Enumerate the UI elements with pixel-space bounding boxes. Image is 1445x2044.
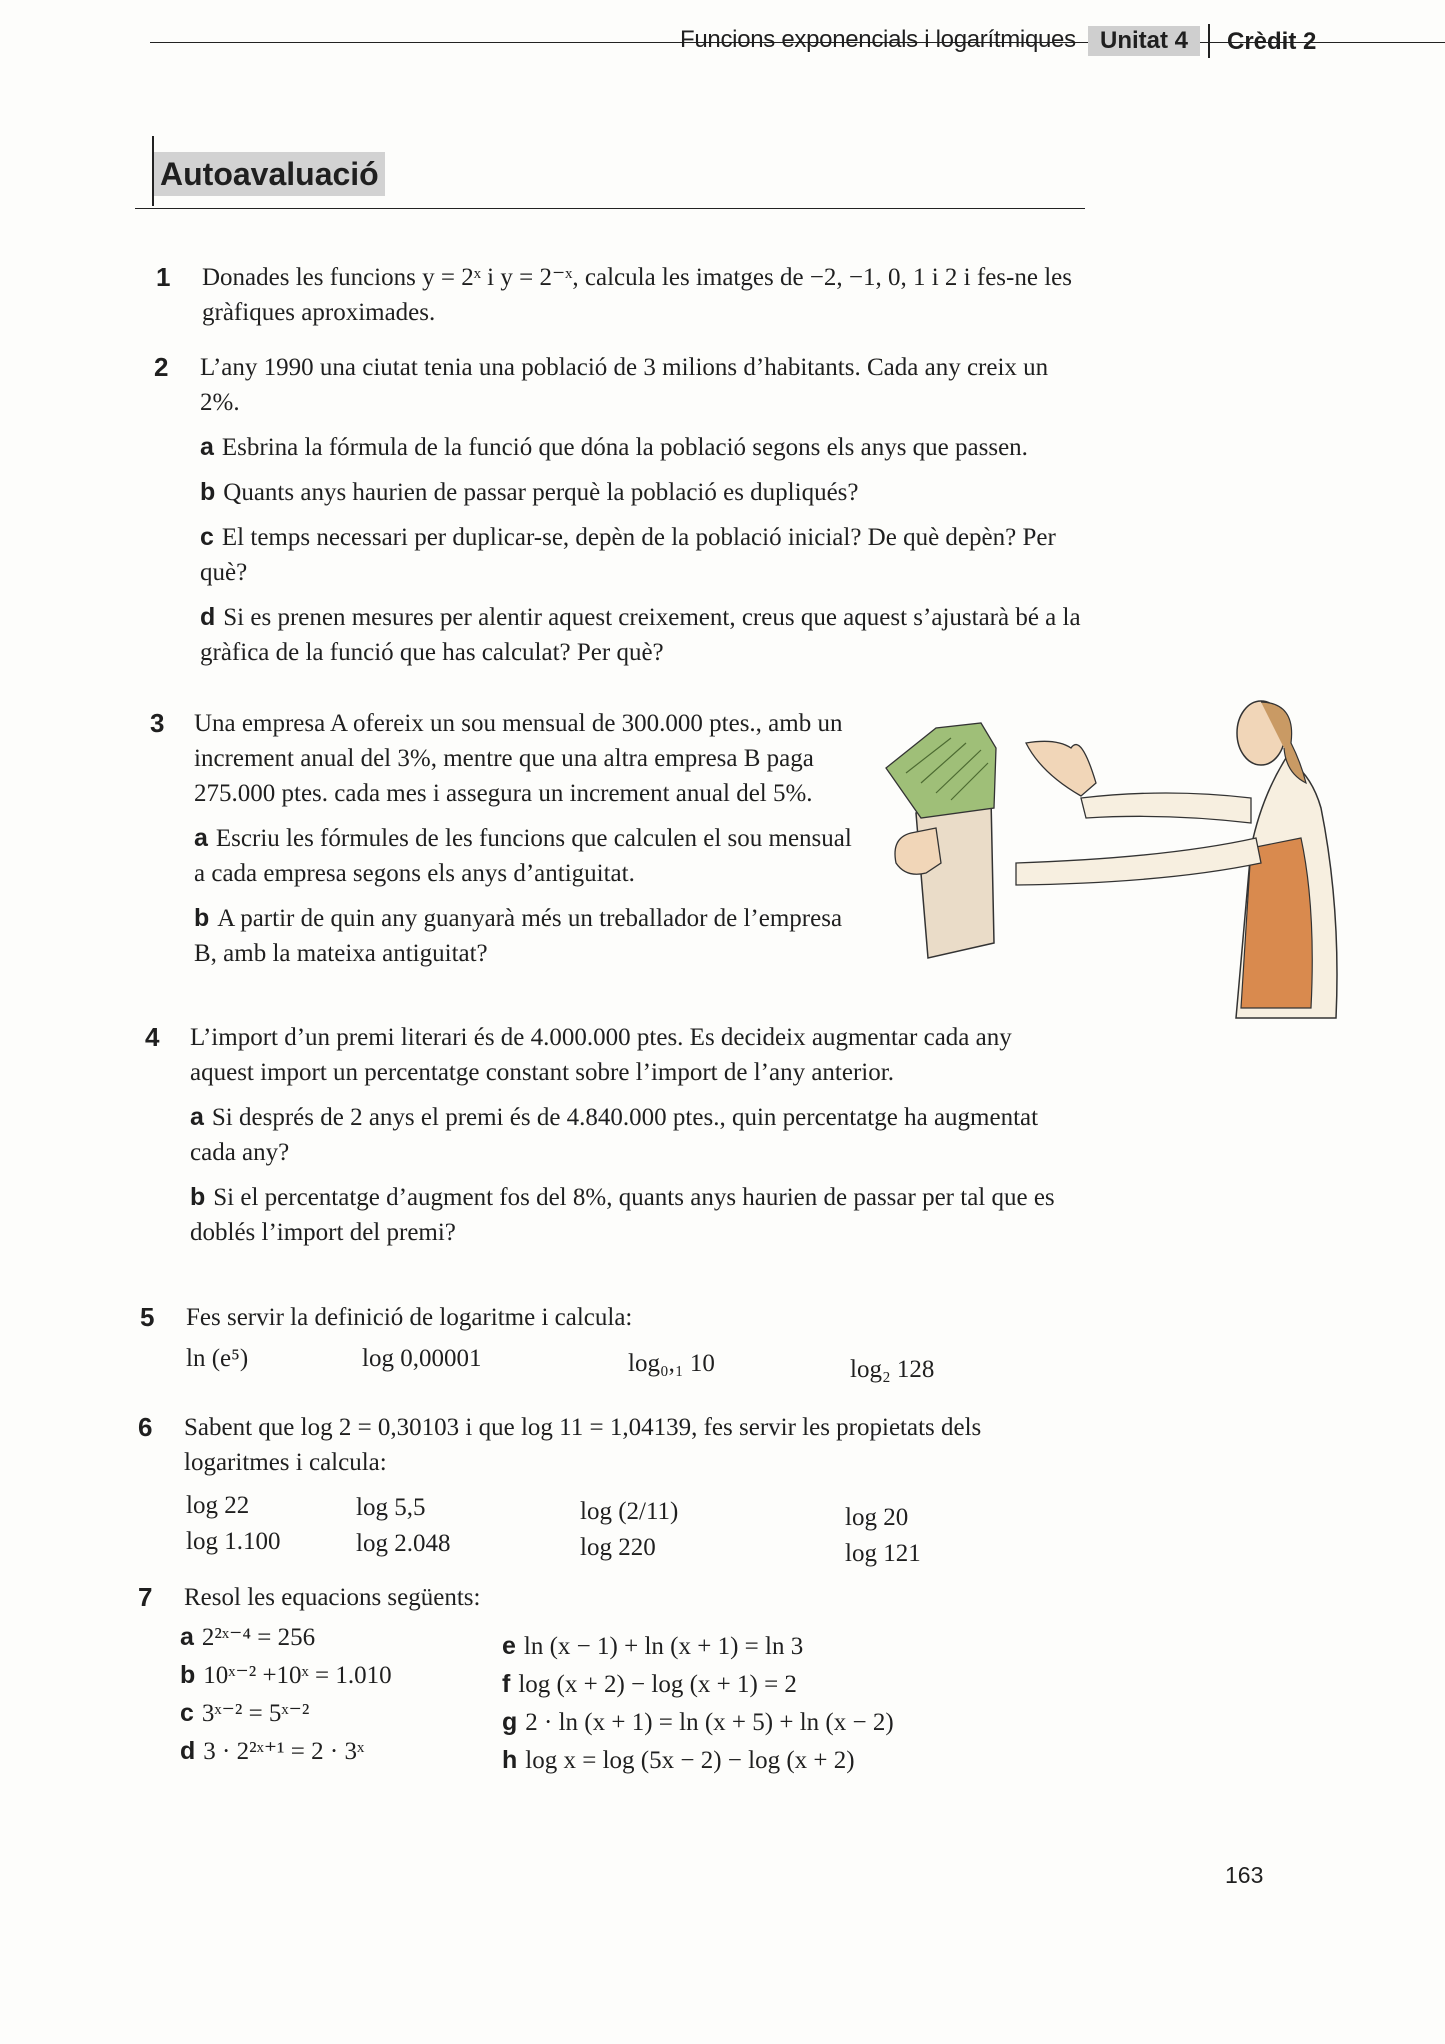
- exercise-4-text: L’import d’un premi literari és de 4.000.000 ptes. Es decideix augmentar cada any aquest import un percentatge constant sobre l’import de l’any anterior.: [190, 1024, 1012, 1086]
- person-arm-upper: [1081, 793, 1251, 823]
- exercise-6-item-1: log 22: [186, 1492, 250, 1519]
- exercise-7-item-h: h log x = log (5x − 2) − log (x + 2): [502, 1746, 855, 1774]
- exercise-2-number: 2: [154, 352, 169, 382]
- exercise-7-text: Resol les equacions següents:: [184, 1584, 481, 1611]
- exercise-6-item-3: log (2/11): [580, 1498, 679, 1525]
- exercise-7-item-g: g 2 · ln (x + 1) = ln (x + 5) + ln (x − 2): [502, 1708, 894, 1736]
- person-hand-upper: [1026, 741, 1096, 796]
- exercise-4-part-b: b Si el percentatge d’augment fos del 8%, quants anys haurien de passar per tal que es doblés l’import del premi?: [190, 1183, 1055, 1246]
- exercise-6-number: 6: [138, 1412, 153, 1442]
- exercise-3-text: Una empresa A ofereix un sou mensual de 300.000 ptes., amb un increment anual del 3%, mentre que una altra empresa B paga 275.000 ptes. cada mes i assegura un increment anual del 5%.: [194, 710, 843, 807]
- exercise-7-item-e: e ln (x − 1) + ln (x + 1) = ln 3: [502, 1632, 804, 1660]
- title-rule: [135, 208, 1085, 209]
- exercise-7-item-f: f log (x + 2) − log (x + 1) = 2: [502, 1670, 797, 1698]
- exercise-7-item-c: c 3ˣ⁻² = 5ˣ⁻²: [180, 1699, 310, 1727]
- exercise-2-part-d: d Si es prenen mesures per alentir aquest creixement, creus que aquest s’ajustarà bé a la gràfica de la funció que has calculat? Per què?: [200, 603, 1081, 666]
- exercise-2-part-a: a Esbrina la fórmula de la funció que dóna la població segons els anys que passen.: [200, 433, 1028, 461]
- exercise-2: [200, 350, 1085, 670]
- illustration-money-handover: [866, 688, 1366, 1028]
- exercise-5-number: 5: [140, 1302, 155, 1332]
- exercise-1-number: 1: [156, 262, 171, 292]
- exercise-6-item-7: log 220: [580, 1534, 656, 1561]
- header-unit: Unitat 4: [1088, 26, 1200, 56]
- exercise-6-item-5: log 1.100: [186, 1528, 281, 1555]
- exercise-5-text: Fes servir la definició de logaritme i calcula:: [186, 1304, 633, 1331]
- page-title: Autoavaluació: [154, 152, 385, 196]
- exercise-6-item-6: log 2.048: [356, 1530, 451, 1557]
- page-number: 163: [1225, 1862, 1264, 1888]
- exercise-4-number: 4: [145, 1022, 160, 1052]
- exercise-4-part-a: a Si després de 2 anys el premi és de 4.840.000 ptes., quin percentatge ha augmentat cada any?: [190, 1103, 1039, 1166]
- exercise-7-item-a: a 2²ˣ⁻⁴ = 256: [180, 1623, 316, 1651]
- banknotes: [886, 723, 996, 818]
- exercise-3-number: 3: [150, 708, 165, 738]
- header-topic: Funcions exponencials i logarítmiques: [680, 26, 1076, 53]
- money-bag: [916, 798, 994, 958]
- exercise-2-part-b: b Quants anys haurien de passar perquè la població es dupliqués?: [200, 478, 859, 506]
- exercise-5-item-2: log 0,00001: [362, 1345, 482, 1372]
- person-hand-lower: [895, 828, 941, 874]
- exercise-2-part-c: c El temps necessari per duplicar-se, depèn de la població inicial? De què depèn? Per què?: [200, 523, 1056, 586]
- exercise-4: [190, 1020, 1075, 1250]
- exercise-3-part-a: a Escriu les fórmules de les funcions que calculen el sou mensual a cada empresa segons els anys d’antiguitat.: [194, 824, 852, 887]
- exercise-7-item-d: d 3 · 2²ˣ⁺¹ = 2 · 3ˣ: [180, 1737, 365, 1765]
- exercise-6-item-8: log 121: [845, 1540, 921, 1567]
- exercise-5-item-1: ln (e⁵): [186, 1345, 249, 1372]
- exercise-3-part-b: b A partir de quin any guanyarà més un treballador de l’empresa B, amb la mateixa antiguitat?: [194, 904, 843, 967]
- exercise-7-item-b: b 10ˣ⁻² +10ˣ = 1.010: [180, 1661, 392, 1689]
- person-arm-lower: [1016, 838, 1261, 885]
- exercise-6-item-2: log 5,5: [356, 1494, 426, 1521]
- header-credit: Crèdit 2: [1227, 28, 1317, 55]
- header-separator: [1208, 24, 1210, 58]
- exercise-1-text: Donades les funcions y = 2ˣ i y = 2⁻ˣ, calcula les imatges de −2, −1, 0, 1 i 2 i fes-ne les gràfiques aproximades.: [202, 264, 1072, 326]
- exercise-2-text: L’any 1990 una ciutat tenia una població de 3 milions d’habitants. Cada any creix un 2%.: [200, 354, 1049, 416]
- exercise-1: [202, 260, 1082, 330]
- exercise-7-number: 7: [138, 1582, 153, 1612]
- exercise-3: [194, 706, 866, 971]
- exercise-6-text: Sabent que log 2 = 0,30103 i que log 11 = 1,04139, fes servir les propietats dels logaritmes i calcula:: [184, 1414, 982, 1476]
- exercise-5-item-4: log₂ 128: [850, 1356, 935, 1383]
- exercise-6-item-4: log 20: [845, 1504, 909, 1531]
- exercise-5-item-3: log₀,₁ 10: [628, 1350, 715, 1377]
